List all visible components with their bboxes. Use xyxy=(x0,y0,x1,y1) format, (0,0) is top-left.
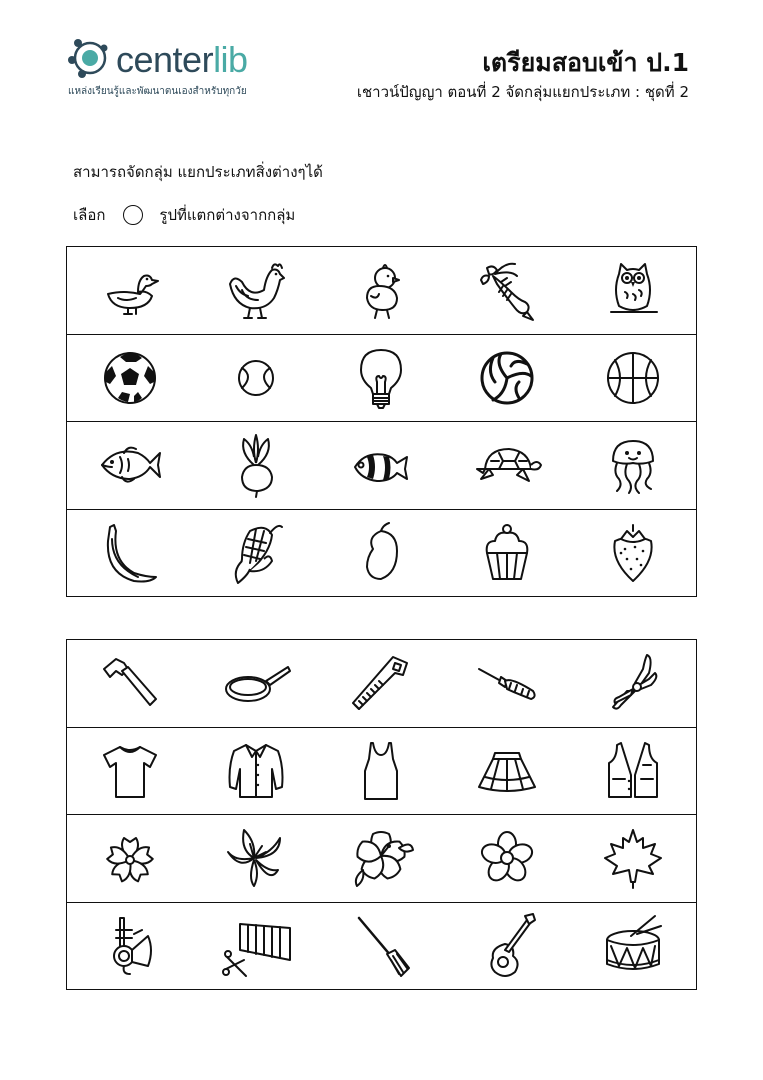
t-shirt-icon xyxy=(94,735,166,807)
picture-grid-1 xyxy=(66,246,697,597)
tennis-ball-icon xyxy=(220,342,292,414)
grid-row xyxy=(67,728,696,816)
grid-row xyxy=(67,510,696,598)
duck-icon xyxy=(94,254,166,326)
answer-cell[interactable] xyxy=(319,728,445,815)
jellyfish-icon xyxy=(597,429,669,501)
answer-cell[interactable] xyxy=(193,728,319,815)
frying-pan-icon xyxy=(220,647,292,719)
strawberry-icon xyxy=(597,517,669,589)
answer-cell[interactable] xyxy=(570,510,696,598)
answer-cell[interactable] xyxy=(570,335,696,422)
answer-cell[interactable] xyxy=(444,422,570,509)
answer-cell[interactable] xyxy=(67,247,193,334)
answer-cell[interactable] xyxy=(67,903,193,991)
answer-cell[interactable] xyxy=(67,640,193,727)
answer-cell[interactable] xyxy=(67,335,193,422)
shirt-icon xyxy=(220,735,292,807)
answer-cell[interactable] xyxy=(67,815,193,902)
answer-cell[interactable] xyxy=(67,728,193,815)
maple-leaf-icon xyxy=(597,822,669,894)
answer-cell[interactable] xyxy=(570,815,696,902)
answer-cell[interactable] xyxy=(67,422,193,509)
turtle-icon xyxy=(471,429,543,501)
answer-cell[interactable] xyxy=(193,903,319,991)
answer-cell[interactable] xyxy=(319,903,445,991)
pliers-icon xyxy=(597,647,669,719)
answer-cell[interactable] xyxy=(193,510,319,598)
answer-cell[interactable] xyxy=(193,815,319,902)
page-subtitle: เชาวน์ปัญญา ตอนที่ 2 จัดกลุ่มแยกประเภท : ชุดที่ 2 xyxy=(356,83,689,101)
page-title: เตรียมสอบเข้า ป.1 xyxy=(482,48,689,77)
answer-cell[interactable] xyxy=(570,422,696,509)
answer-cell[interactable] xyxy=(444,728,570,815)
grid-row xyxy=(67,640,696,728)
soccer-ball-icon xyxy=(94,342,166,414)
answer-cell[interactable] xyxy=(193,335,319,422)
circle-icon xyxy=(123,205,143,225)
answer-cell[interactable] xyxy=(570,640,696,727)
drum-icon xyxy=(597,910,669,982)
answer-cell[interactable] xyxy=(444,815,570,902)
centerlib-logo xyxy=(66,34,296,104)
beetroot-icon xyxy=(220,429,292,501)
mango-icon xyxy=(345,517,417,589)
hammer-icon xyxy=(94,647,166,719)
cupcake-icon xyxy=(471,517,543,589)
vest-icon xyxy=(597,735,669,807)
lobster-icon xyxy=(471,254,543,326)
banana-icon xyxy=(94,517,166,589)
answer-cell[interactable] xyxy=(319,510,445,598)
clownfish-icon xyxy=(345,429,417,501)
answer-cell[interactable] xyxy=(444,640,570,727)
five-petal-flower-icon xyxy=(471,822,543,894)
hen-icon xyxy=(220,254,292,326)
choose-label: เลือก xyxy=(73,206,106,224)
answer-cell[interactable] xyxy=(319,247,445,334)
guitar-icon xyxy=(471,910,543,982)
grid-row xyxy=(67,903,696,991)
answer-cell[interactable] xyxy=(319,815,445,902)
instruction-text: สามารถจัดกลุ่ม แยกประเภทสิ่งต่างๆได้ xyxy=(73,163,323,181)
grid-row xyxy=(67,422,696,510)
answer-cell[interactable] xyxy=(193,247,319,334)
answer-cell[interactable] xyxy=(67,510,193,598)
answer-cell[interactable] xyxy=(319,335,445,422)
answer-cell[interactable] xyxy=(319,640,445,727)
answer-cell[interactable] xyxy=(570,247,696,334)
grid-row xyxy=(67,815,696,903)
choose-rest-label: รูปที่แตกต่างจากกลุ่ม xyxy=(159,206,296,224)
picture-grid-2 xyxy=(66,639,697,990)
grid-row xyxy=(67,335,696,423)
trumpet-icon xyxy=(94,910,166,982)
sakura-flower-icon xyxy=(94,822,166,894)
volleyball-icon xyxy=(471,342,543,414)
tank-top-icon xyxy=(345,735,417,807)
broom-icon xyxy=(345,910,417,982)
answer-cell[interactable] xyxy=(444,903,570,991)
fish-icon xyxy=(94,429,166,501)
answer-cell[interactable] xyxy=(193,422,319,509)
choose-instruction xyxy=(73,204,295,226)
screwdriver-icon xyxy=(471,647,543,719)
owl-icon xyxy=(597,254,669,326)
basketball-icon xyxy=(597,342,669,414)
answer-cell[interactable] xyxy=(444,335,570,422)
hibiscus-flower-icon xyxy=(345,822,417,894)
answer-cell[interactable] xyxy=(444,247,570,334)
light-bulb-icon xyxy=(345,342,417,414)
brand-tagline: แหล่งเรียนรู้และพัฒนาตนเองสำหรับทุกวัย xyxy=(68,86,247,97)
answer-cell[interactable] xyxy=(319,422,445,509)
answer-cell[interactable] xyxy=(570,728,696,815)
grid-row xyxy=(67,247,696,335)
answer-cell[interactable] xyxy=(444,510,570,598)
saw-icon xyxy=(345,647,417,719)
brand-name: centerlib xyxy=(116,39,248,80)
answer-cell[interactable] xyxy=(193,640,319,727)
lily-flower-icon xyxy=(220,822,292,894)
corn-icon xyxy=(220,517,292,589)
answer-cell[interactable] xyxy=(570,903,696,991)
skirt-icon xyxy=(471,735,543,807)
molecule-logo-icon xyxy=(66,34,114,82)
chick-icon xyxy=(345,254,417,326)
xylophone-icon xyxy=(220,910,292,982)
